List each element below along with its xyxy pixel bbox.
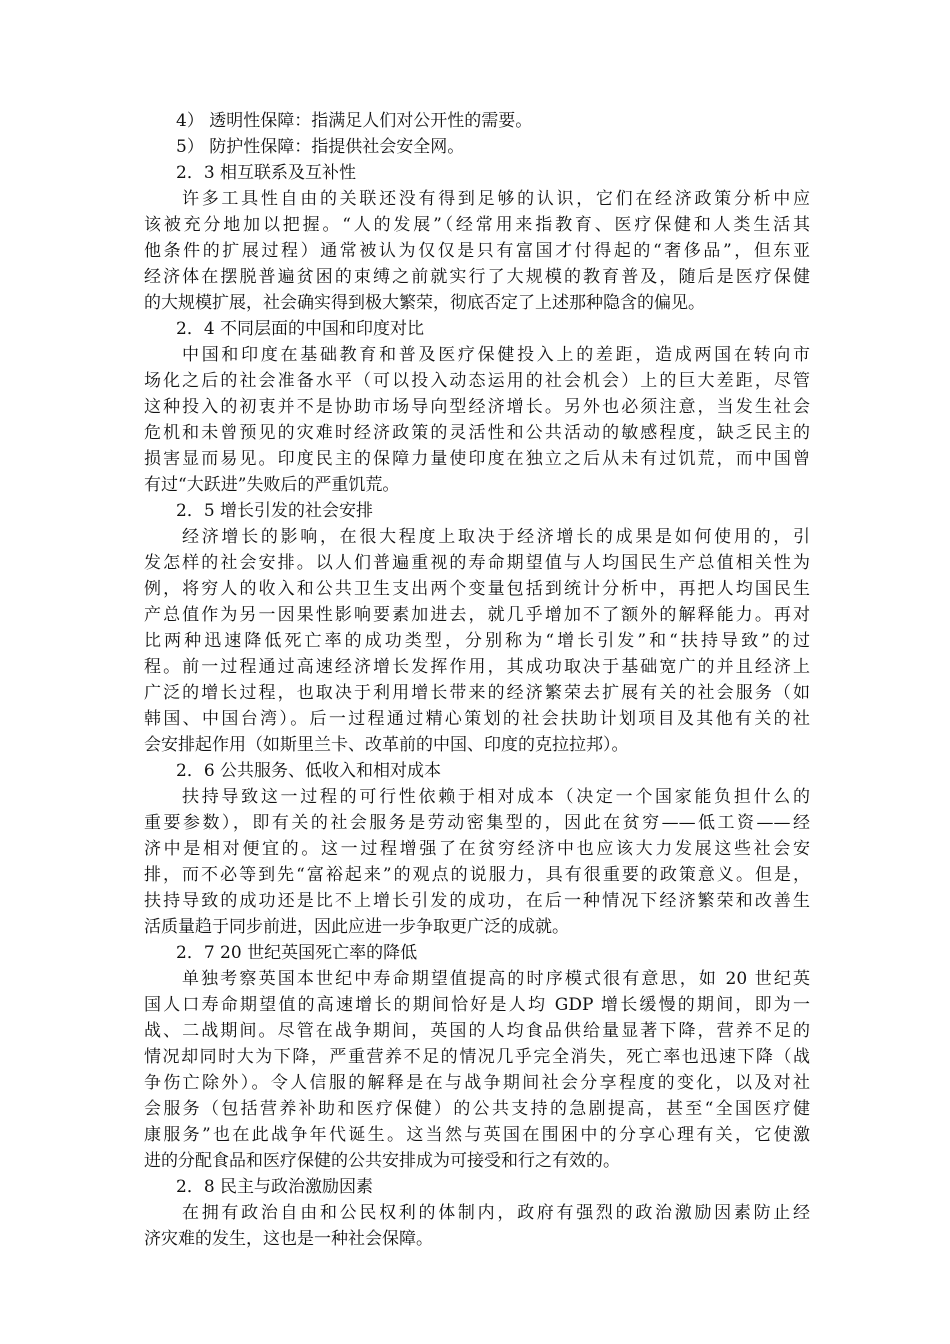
paragraph-line: 场化之后的社会准备水平（可以投入动态运用的社会机会）上的巨大差距，尽管 <box>144 371 810 391</box>
section-heading: 2．6 公共服务、低收入和相对成本 <box>176 761 442 781</box>
paragraph-line: 例，将穷人的收入和公共卫生支出两个变量包括到统计分析中，再把人均国民生 <box>144 579 810 599</box>
paragraph-line: 比两种迅速降低死亡率的成功类型，分别称为“增长引发”和“扶持导致”的过 <box>144 631 810 651</box>
paragraph-line: 战、二战期间。尽管在战争期间，英国的人均食品供给量显著下降，营养不足的 <box>144 1021 810 1041</box>
paragraph-line: 发怎样的社会安排。以人们普遍重视的寿命期望值与人均国民生产总值相关性为 <box>144 553 810 573</box>
list-item: 4） 透明性保障：指满足人们对公开性的需要。 <box>176 111 533 131</box>
paragraph-line: 韩国、中国台湾）。后一过程通过精心策划的社会扶助计划项目及其他有关的社 <box>144 709 810 729</box>
paragraph-line: 会安排起作用（如斯里兰卡、改革前的中国、印度的克拉拉邦）。 <box>144 735 629 755</box>
paragraph-line: 争伤亡除外）。令人信服的解释是在与战争期间社会分享程度的变化，以及对社 <box>144 1073 810 1093</box>
paragraph-line: 活质量趋于同步前进，因此应进一步争取更广泛的成就。 <box>144 917 569 937</box>
paragraph-line: 康服务”也在此战争年代诞生。这当然与英国在围困中的分享心理有关，它使激 <box>144 1125 810 1145</box>
paragraph-line: 重要参数），即有关的社会服务是劳动密集型的，因此在贫穷——低工资——经 <box>144 813 810 833</box>
paragraph-line: 这种投入的初衷并不是协助市场导向型经济增长。另外也必须注意，当发生社会 <box>144 397 810 417</box>
paragraph-line: 危机和未曾预见的灾难时经济政策的灵活性和公共活动的敏感程度，缺乏民主的 <box>144 423 810 443</box>
paragraph-line: 单独考察英国本世纪中寿命期望值提高的时序模式很有意思，如 20 世纪英 <box>182 969 810 989</box>
paragraph-line: 进的分配食品和医疗保健的公共安排成为可接受和行之有效的。 <box>144 1151 620 1171</box>
paragraph-line: 中国和印度在基础教育和普及医疗保健投入上的差距，造成两国在转向市 <box>182 345 810 365</box>
paragraph-line: 许多工具性自由的关联还没有得到足够的认识，它们在经济政策分析中应 <box>182 189 810 209</box>
list-item: 5） 防护性保障：指提供社会安全网。 <box>176 137 465 157</box>
paragraph-line: 扶持导致的成功还是比不上增长引发的成功，在后一种情况下经济繁荣和改善生 <box>144 891 810 911</box>
section-heading: 2．7 20 世纪英国死亡率的降低 <box>176 943 418 963</box>
section-heading: 2．5 增长引发的社会安排 <box>176 501 374 521</box>
document-page <box>144 108 810 1252</box>
section-heading: 2．8 民主与政治激励因素 <box>176 1177 374 1197</box>
paragraph-line: 经济增长的影响，在很大程度上取决于经济增长的成果是如何使用的，引 <box>182 527 810 547</box>
paragraph-line: 排，而不必等到先“富裕起来”的观点的说服力，具有很重要的政策意义。但是， <box>144 865 810 885</box>
paragraph-line: 产总值作为另一因果性影响要素加进去，就几乎增加不了额外的解释能力。再对 <box>144 605 810 625</box>
paragraph-line: 广泛的增长过程，也取决于利用增长带来的经济繁荣去扩展有关的社会服务（如 <box>144 683 810 703</box>
paragraph-line: 的大规模扩展，社会确实得到极大繁荣，彻底否定了上述那种隐含的偏见。 <box>144 293 705 313</box>
paragraph-line: 国人口寿命期望值的高速增长的期间恰好是人均 GDP 增长缓慢的期间，即为一 <box>144 995 810 1015</box>
paragraph-line: 扶持导致这一过程的可行性依赖于相对成本（决定一个国家能负担什么的 <box>182 787 810 807</box>
paragraph-line: 有过“大跃进”失败后的严重饥荒。 <box>144 475 400 495</box>
paragraph-line: 在拥有政治自由和公民权利的体制内，政府有强烈的政治激励因素防止经 <box>182 1203 810 1223</box>
paragraph-line: 济灾难的发生，这也是一种社会保障。 <box>144 1229 433 1249</box>
paragraph-line: 该被充分地加以把握。“人的发展”（经常用来指教育、医疗保健和人类生活其 <box>144 215 810 235</box>
paragraph-line: 济中是相对便宜的。这一过程增强了在贫穷经济中也应该大力发展这些社会安 <box>144 839 810 859</box>
section-heading: 2．4 不同层面的中国和印度对比 <box>176 319 425 339</box>
paragraph-line: 情况却同时大为下降，严重营养不足的情况几乎完全消失，死亡率也迅速下降（战 <box>144 1047 810 1067</box>
paragraph-line: 损害显而易见。印度民主的保障力量使印度在独立之后从未有过饥荒，而中国曾 <box>144 449 810 469</box>
paragraph-line: 经济体在摆脱普遍贫困的束缚之前就实行了大规模的教育普及，随后是医疗保健 <box>144 267 810 287</box>
document-text <box>144 108 810 1252</box>
section-heading: 2．3 相互联系及互补性 <box>176 163 357 183</box>
paragraph-line: 会服务（包括营养补助和医疗保健）的公共支持的急剧提高，甚至“全国医疗健 <box>144 1099 810 1119</box>
paragraph-line: 他条件的扩展过程）通常被认为仅仅是只有富国才付得起的“奢侈品”，但东亚 <box>144 241 810 261</box>
paragraph-line: 程。前一过程通过高速经济增长发挥作用，其成功取决于基础宽广的并且经济上 <box>144 657 810 677</box>
